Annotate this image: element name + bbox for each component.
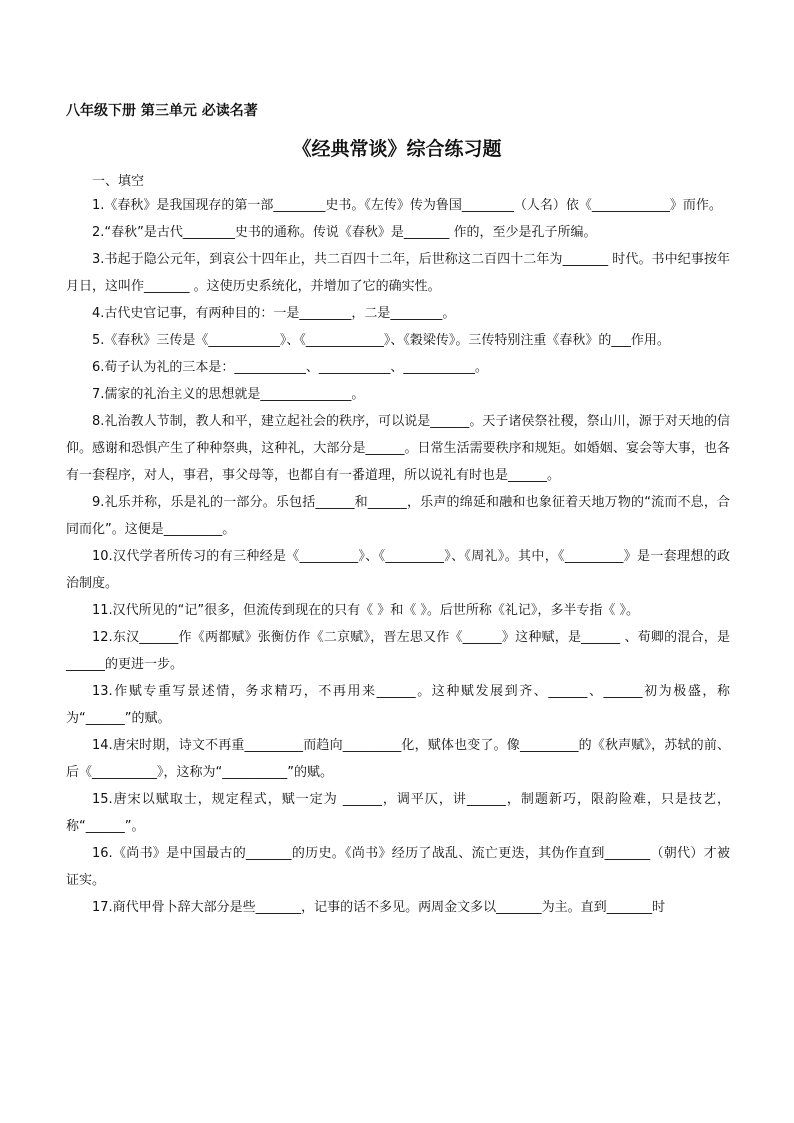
question-item: 6.荀子认为礼的三本是：___________、___________、___________。 — [92, 360, 488, 375]
question-item: 3.书起于隐公元年，到哀公十四年止，共二百四十二年，后世称这二百四十二年为_______ 时代。书中纪事按年月日，这叫作_______ 。这使历史系统化，并增加了它的确实性。 — [66, 252, 730, 294]
question-item: 8.礼治教人节制，教人和平，建立起社会的秩序，可以说是______。天子诸侯祭社稷，祭山川，源于对天地的信仰。感谢和恐惧产生了种种祭典，这种礼，大部分是______。日常生活需要秩序和规矩。如婚姻、宴会等大事，也各有一套程序，对人，事君，事父母等，也都自有一番道理，所以说礼有时也是______。 — [66, 414, 730, 483]
section-heading: 一、填空 — [92, 174, 145, 189]
question-item: 9.礼乐并称，乐是礼的一部分。乐包括______和______，乐声的绵延和融和也象征着天地万物的“流而不息，合同而化”。这便是_________。 — [66, 495, 730, 537]
question-item: 11.汉代所见的“记”很多，但流传到现在的只有《 》和《 》。后世所称《礼记》，多半专指《 》。 — [92, 603, 640, 618]
question-item: 17.商代甲骨卜辞大部分是些_______，记事的话不多见。两周金文多以_______为主。直到_______时 — [92, 900, 666, 915]
question-item: 4.古代史官记事，有两种目的：一是________，二是________。 — [92, 306, 456, 321]
question-item: 2.“春秋”是古代________史书的通称。传说《春秋》是_______ 作的，至少是孔子所编。 — [92, 225, 597, 240]
question-item: 13.作赋专重写景述情，务求精巧，不再用来______。这种赋发展到齐、______、______初为极盛，称为“______”的赋。 — [66, 684, 730, 726]
question-item: 10.汉代学者所传习的有三种经是《_________》、《_________》、《周礼》。其中，《_________》是一套理想的政治制度。 — [66, 549, 730, 591]
question-item: 14.唐宋时期，诗文不再重_________而趋向_________化，赋体也变了。像_________的《秋声赋》，苏轼的前、后《__________》，这称为“__________”的赋。 — [66, 738, 730, 780]
grade-unit-header: 八年级下册 第三单元 必读名著 — [66, 103, 258, 119]
question-item: 7.儒家的礼治主义的思想就是______________。 — [92, 387, 365, 402]
question-item: 15.唐宋以赋取士，规定程式，赋一定为 ______，调平仄，讲______，制题新巧，限韵险难，只是技艺，称“______”。 — [66, 792, 730, 834]
question-item: 16.《尚书》是中国最古的_______的历史。《尚书》经历了战乱、流亡更迭，其伪作直到_______（朝代）才被证实。 — [66, 846, 730, 888]
question-item: 12.东汉______作《两都赋》张衡仿作《二京赋》，晋左思又作《______》这种赋，是______ 、荀卿的混合，是______的更进一步。 — [66, 630, 730, 672]
question-list — [66, 192, 730, 921]
question-item: 5.《春秋》三传是《___________》、《____________》、《穀梁传》。三传特别注重《春秋》的___作用。 — [92, 333, 670, 348]
page-title: 《经典常谈》综合练习题 — [292, 138, 502, 160]
question-item: 1.《春秋》是我国现存的第一部________史书。《左传》传为鲁国________（人名）依《____________》而作。 — [92, 198, 722, 213]
